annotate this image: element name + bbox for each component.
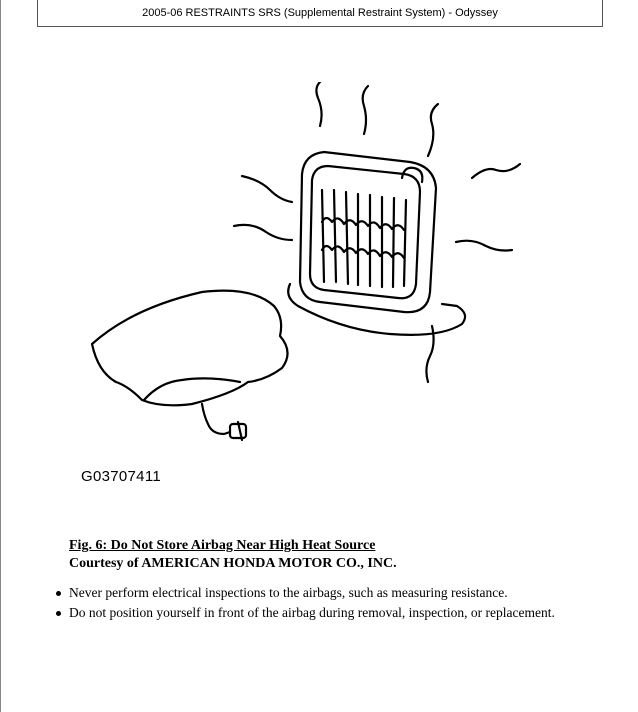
caption-courtesy: Courtesy of AMERICAN HONDA MOTOR CO., INC. [69,556,397,571]
header-title: 2005-06 RESTRAINTS SRS (Supplemental Restraint System) - Odyssey [142,7,498,19]
heat-wave [456,241,512,251]
airbag-heater-illustration [52,82,572,512]
list-item-text: Do not position yourself in front of the airbag during removal, inspection, or replacement. [69,605,555,620]
list-item [56,603,555,623]
caption-title: Fig. 6: Do Not Store Airbag Near High Heat Source [69,538,376,553]
airbag-cover [92,291,288,406]
list-item [56,583,555,603]
left-page-rule [0,0,1,712]
bullet-icon [56,611,61,616]
heat-wave [242,176,292,202]
bullet-icon [56,591,61,596]
heat-wave [363,86,368,134]
warning-list [56,583,555,623]
list-item-text: Never perform electrical inspections to the airbags, such as measuring resistance. [69,585,508,600]
page-header [37,0,603,27]
airbag-connector [202,404,230,434]
figure-caption [69,537,397,573]
heat-wave [234,225,292,240]
figure-code: G03707411 [81,468,161,485]
heat-wave [316,82,321,126]
heat-wave [428,104,438,156]
heat-wave [472,164,520,178]
